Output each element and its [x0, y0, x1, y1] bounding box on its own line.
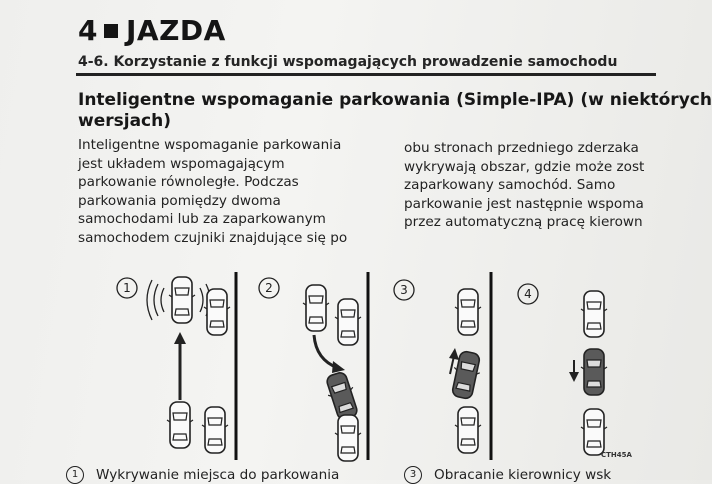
- figure-code: CTH45A: [601, 451, 632, 459]
- parked-car-icon: [581, 409, 607, 455]
- car-icon: [581, 349, 607, 395]
- step-3: [394, 272, 491, 460]
- body-text-left: [78, 136, 378, 248]
- parked-car-icon: [335, 299, 361, 345]
- text-line: parkowanie jest następnie wspoma: [404, 195, 644, 212]
- text-line: samochodem czujniki znajdujące się po: [78, 229, 348, 246]
- sensor-waves-icon: [147, 280, 164, 320]
- heading-line: Inteligentne wspomaganie parkowania (Simple-IPA) (w niektórych: [78, 90, 712, 110]
- car-icon: [303, 285, 329, 331]
- caption-step-3: [404, 466, 611, 484]
- arrow-head-icon: [332, 361, 345, 373]
- parking-steps-illustration: [100, 260, 640, 465]
- chapter-title: JAZDA: [125, 14, 226, 47]
- parked-car-icon: [204, 289, 230, 335]
- heading-line: wersjach): [78, 111, 171, 131]
- text-line: przez automatyczną pracę kierown: [404, 214, 643, 231]
- step-number: 4: [524, 287, 532, 301]
- step-2: [259, 272, 368, 461]
- caption-text: Obracanie kierownicy wsk: [434, 467, 612, 483]
- caption-text: Wykrywanie miejsca do parkowania: [96, 467, 340, 483]
- step-1: [117, 272, 236, 460]
- arrow-head-icon: [569, 372, 579, 382]
- car-icon: [169, 277, 195, 323]
- text-line: jest układem wspomagającym: [78, 155, 285, 172]
- step-number: 2: [265, 281, 273, 295]
- section-title: 4-6. Korzystanie z funkcji wspomagających prowadzenie samochodu: [78, 54, 618, 70]
- step-4: [518, 284, 607, 455]
- text-line: samochodami lub za zaparkowanym: [78, 211, 326, 228]
- caption-number: 3: [404, 466, 422, 484]
- text-line: obu stronach przedniego zderzaka: [404, 140, 639, 156]
- text-line: Inteligentne wspomaganie parkowania: [78, 137, 342, 153]
- chapter-header: [78, 14, 226, 47]
- car-icon: [167, 402, 193, 448]
- section-divider: [76, 73, 656, 76]
- car-icon: [323, 370, 362, 422]
- text-line: parkowania pomiędzy dwoma: [78, 192, 281, 209]
- parked-car-icon: [455, 289, 481, 335]
- text-line: zaparkowany samochód. Samo: [404, 177, 616, 194]
- page-heading: [78, 90, 712, 132]
- arrow-head-icon: [449, 348, 459, 360]
- body-text-right: [404, 139, 664, 232]
- caption-number: 1: [66, 466, 84, 484]
- caption-step-1: [66, 466, 339, 484]
- parked-car-icon: [335, 415, 361, 461]
- parked-car-icon: [202, 407, 228, 453]
- arrow-head-icon: [174, 332, 186, 344]
- square-bullet-icon: [104, 24, 118, 38]
- parked-car-icon: [581, 291, 607, 337]
- chapter-number: 4: [78, 14, 98, 47]
- text-line: parkowanie równoległe. Podczas: [78, 174, 299, 191]
- text-line: wykrywają obszar, gdzie może zost: [404, 158, 645, 175]
- step-number: 1: [123, 281, 131, 295]
- parked-car-icon: [455, 407, 481, 453]
- step-number: 3: [400, 283, 408, 297]
